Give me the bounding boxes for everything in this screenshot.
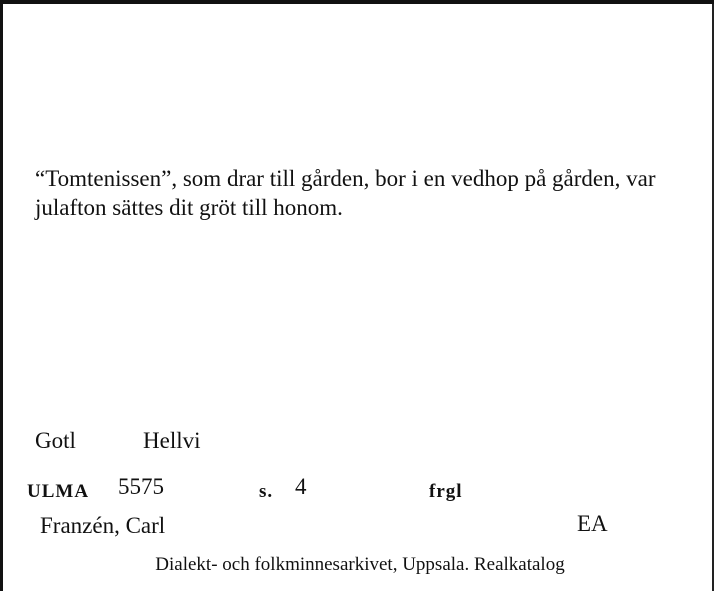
page-label: s.	[259, 481, 274, 502]
category-label: frgl	[429, 481, 463, 502]
footer-text: Dialekt- och folkminnesarkivet, Uppsala. Realkatalog	[155, 554, 565, 575]
region-label: Gotl	[35, 428, 76, 453]
card-top-edge	[3, 0, 714, 4]
archive-label: ULMA	[27, 481, 90, 502]
parish-label: Hellvi	[143, 428, 201, 453]
code-label: EA	[577, 511, 608, 536]
recorder-name: Franzén, Carl	[40, 513, 166, 538]
card-text: “Tomtenissen”, som drar till gården, bor i en vedhop på gården, var julafton sättes dit gröt till honom.	[35, 166, 656, 220]
page-number: 4	[295, 474, 307, 499]
archive-number: 5575	[118, 474, 164, 499]
